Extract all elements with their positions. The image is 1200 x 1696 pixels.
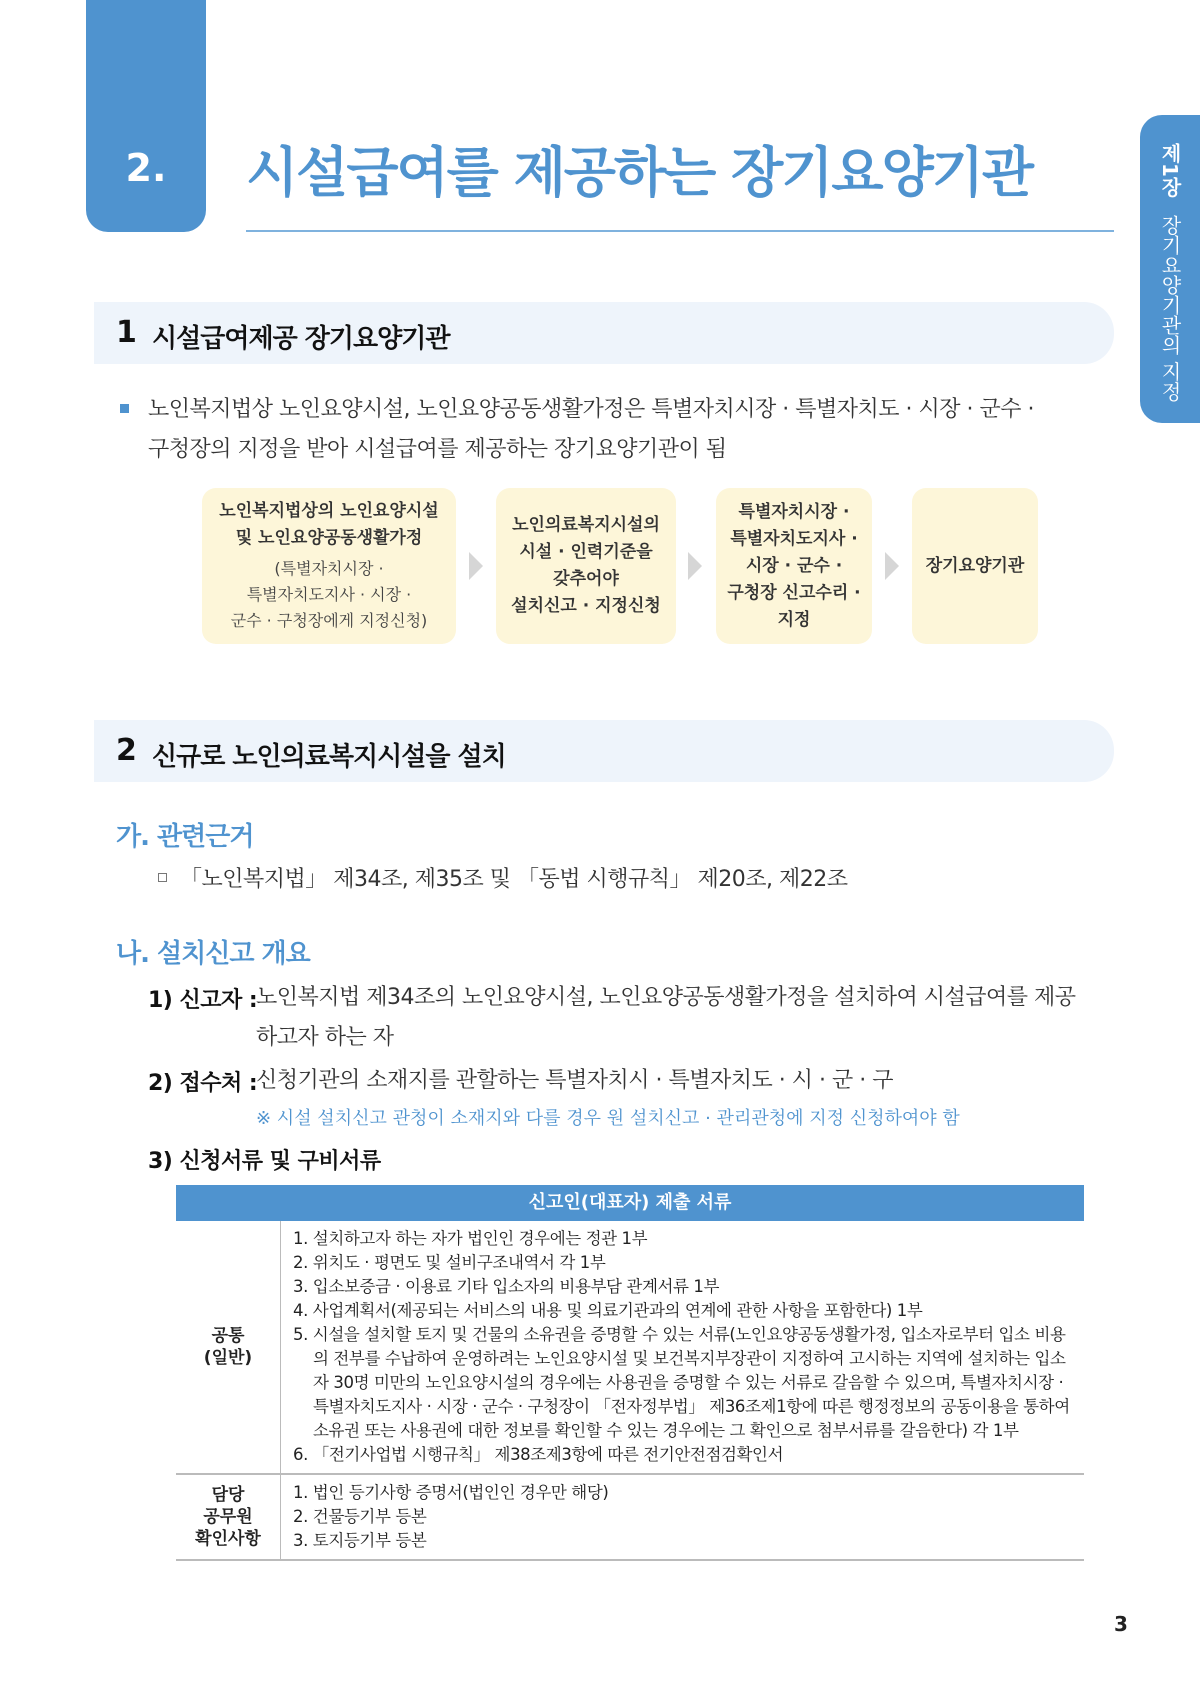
- section-1-bullet-line-1: 노인복지법상 노인요양시설, 노인요양공동생활가정은 특별자치시장 · 특별자치도 · 시장 · 군수 ·: [148, 397, 1034, 422]
- basis-text: 「노인복지법」 제34조, 제35조 및 「동법 시행규칙」 제20조, 제22조: [180, 867, 848, 892]
- receiving-office-note: ※ 시설 설치신고 관청이 소재지와 다를 경우 원 설치신고 · 관리관청에 지정 신청하여야 함: [256, 1108, 960, 1129]
- documents-heading: 3) 신청서류 및 구비서류: [148, 1149, 381, 1174]
- section-2-number: 2: [116, 733, 137, 768]
- section-1-header: [94, 302, 1114, 364]
- table-row-category: [176, 1221, 281, 1473]
- flow-step-2-line: 노인의료복지시설의: [512, 515, 660, 535]
- receiving-office-text: 신청기관의 소재지를 관할하는 특별자치시 · 특별자치도 · 시 · 군 · 구: [256, 1068, 893, 1093]
- category-line: 공통: [211, 1326, 245, 1346]
- page-title: 시설급여를 제공하는 장기요양기관: [246, 141, 1033, 204]
- applicant-text-line-1: 노인복지법 제34조의 노인요양시설, 노인요양공동생활가정을 설치하여 시설급여를 제공: [256, 985, 1076, 1010]
- table-row-category: [176, 1475, 281, 1559]
- table-row-items: [281, 1475, 1084, 1559]
- flow-step-2: [496, 488, 676, 644]
- flow-step-1-line: 노인복지법상의 노인요양시설: [219, 501, 439, 521]
- list-item: 2. 건물등기부 등본: [293, 1507, 427, 1526]
- flow-step-1-sub: 특별자치도지사 · 시장 ·: [246, 585, 412, 604]
- flow-step-4: [912, 488, 1038, 644]
- side-chapter-text: [1155, 143, 1185, 401]
- section-1-number: 1: [116, 315, 137, 350]
- applicant-label: 1) 신고자 :: [148, 988, 258, 1013]
- list-item: 3. 입소보증금 · 이용료 기타 입소자의 비용부담 관계서류 1부: [293, 1277, 720, 1296]
- side-chapter-label: 제1장: [1158, 143, 1182, 197]
- flow-step-4-line: 장기요양기관: [925, 555, 1025, 576]
- flow-step-1-sub: (특별자치시장 ·: [274, 559, 384, 578]
- flow-step-3-line: 지정: [777, 609, 811, 630]
- table-row-items: [281, 1221, 1084, 1473]
- hollow-square-bullet-icon: [158, 873, 167, 882]
- basis-heading: 가. 관련근거: [116, 822, 254, 852]
- flow-step-1-line: 및 노인요양공동생활가정: [235, 528, 423, 548]
- flow-step-3-line: 시장 · 군수 ·: [745, 555, 843, 576]
- flow-step-2-line: 갖추어야: [553, 569, 619, 589]
- category-line: (일반): [203, 1348, 253, 1368]
- section-2-header: [94, 720, 1114, 782]
- applicant-text-line-2: 하고자 하는 자: [256, 1025, 394, 1050]
- documents-table: [176, 1185, 1084, 1561]
- flow-step-2-line: 설치신고 · 지정신청: [511, 596, 661, 616]
- table-row: [176, 1221, 1084, 1475]
- list-item: 2. 위치도 · 평면도 및 설비구조내역서 각 1부: [293, 1253, 606, 1272]
- overview-heading: 나. 설치신고 개요: [116, 939, 310, 969]
- flow-step-1-sub: 군수 · 구청장에게 지정신청): [230, 611, 428, 630]
- flow-step-3-line: 구청장 신고수리 ·: [727, 582, 861, 603]
- flow-arrow-icon: [469, 552, 483, 580]
- table-header: 신고인(대표자) 제출 서류: [176, 1185, 1084, 1221]
- section-1-bullet-line-2: 구청장의 지정을 받아 시설급여를 제공하는 장기요양기관이 됨: [148, 437, 727, 462]
- category-line: 담당: [211, 1485, 245, 1505]
- receiving-office-label: 2) 접수처 :: [148, 1071, 258, 1096]
- side-chapter-title: 장기요양기관의 지정: [1158, 214, 1182, 402]
- list-item: 1. 설치하고자 하는 자가 법인인 경우에는 정관 1부: [293, 1229, 648, 1248]
- flow-step-1: [202, 488, 456, 644]
- flow-arrow-icon: [688, 552, 702, 580]
- flow-arrow-icon: [885, 552, 899, 580]
- chapter-number: 2.: [125, 146, 167, 190]
- category-line: 공무원: [203, 1507, 253, 1527]
- list-item: 1. 법인 등기사항 증명서(법인인 경우만 해당): [293, 1483, 609, 1502]
- section-1-title: 시설급여제공 장기요양기관: [152, 324, 450, 354]
- list-item: 5. 시설을 설치할 토지 및 건물의 소유권을 증명할 수 있는 서류(노인요양공동생활가정, 입소자로부터 입소 비용의 전부를 수납하여 운영하려는 노인요양시설 및 보건복지부장관이 지정하여 고시하는 지역에 설치하는 입소자 30명 미만의 노인요양시설의 경우에는 사용권을 증명할 수 있는 서류로 갈음할 수 있으며, 특별자치시장 · 특별자치도지사 · 시장 · 군수 · 구청장이 「전자정부법」 제36조제1항에 따른 행정정보의 공동이용을 통하여 소유권 또는 사용권에 대한 정보를 확인할 수 있는 경우에는 그 확인으로 첨부서류를 갈음한다) 각 1부: [293, 1325, 1070, 1440]
- flow-step-3-line: 특별자치도지사 ·: [730, 528, 858, 549]
- side-chapter-tab[interactable]: [1140, 115, 1200, 423]
- table-row: [176, 1475, 1084, 1561]
- flow-step-3-line: 특별자치시장 ·: [738, 501, 850, 522]
- square-bullet-icon: [120, 404, 129, 413]
- page-number: 3: [1114, 1612, 1128, 1636]
- section-2-title: 신규로 노인의료복지시설을 설치: [152, 742, 506, 772]
- list-item: 4. 사업계획서(제공되는 서비스의 내용 및 의료기관과의 연계에 관한 사항을 포함한다) 1부: [293, 1301, 923, 1320]
- title-divider: [246, 230, 1114, 232]
- flow-step-3: [716, 488, 872, 644]
- chapter-number-tab: [86, 0, 206, 232]
- flow-step-2-line: 시설 · 인력기준을: [519, 542, 653, 562]
- category-line: 확인사항: [195, 1529, 261, 1549]
- list-item: 6. 「전기사업법 시행규칙」 제38조제3항에 따른 전기안전점검확인서: [293, 1445, 784, 1464]
- list-item: 3. 토지등기부 등본: [293, 1531, 427, 1550]
